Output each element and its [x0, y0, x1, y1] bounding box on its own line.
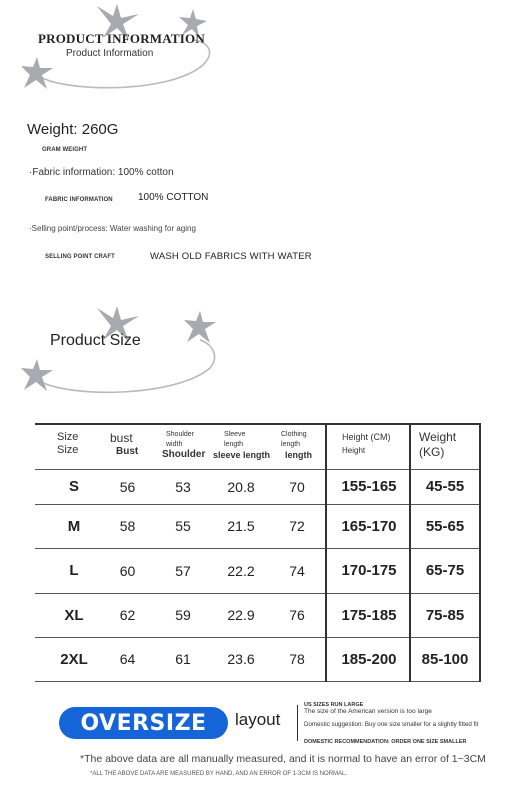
fit-note-us-sizes: US SIZES RUN LARGE: [304, 702, 364, 708]
table-cell-length: 72: [289, 518, 305, 534]
table-cell-weight: 75-85: [425, 607, 465, 624]
fabric-value: 100% COTTON: [138, 192, 209, 203]
product-size-title: Product Size: [50, 332, 141, 349]
header-sleeve-mid: length: [224, 441, 244, 448]
oversize-badge-text: OVERSIZE: [80, 710, 207, 736]
header-shoulder-sublabel: Shoulder: [162, 449, 206, 460]
layout-word: layout: [235, 710, 281, 729]
header-shoulder: [162, 430, 208, 460]
table-cell-length: 70: [289, 479, 305, 495]
table-divider: [479, 423, 481, 682]
measurement-note: *The above data are all manually measured, and it is normal to have an error of 1~3CM: [80, 753, 486, 765]
header-clothing-sublabel: length: [285, 450, 312, 460]
header-clothing-length: [281, 430, 321, 460]
table-cell-height: 175-185: [341, 607, 397, 624]
table-bottom-border: [35, 681, 481, 682]
table-cell-size: XL: [64, 607, 84, 624]
table-cell-bust: 60: [119, 563, 136, 579]
header-bust-label: bust: [110, 431, 133, 445]
table-top-border: [35, 423, 481, 425]
selling-point-line: ·Selling point/process: Water washing for aging: [29, 224, 196, 233]
table-cell-bust: 58: [119, 518, 136, 534]
header-bust-sublabel: Bust: [116, 446, 139, 457]
fabric-info-caption: FABRIC INFORMATION: [45, 197, 113, 203]
table-cell-sleeve: 22.2: [227, 563, 255, 579]
header-size: [57, 431, 87, 457]
header-sleeve: [213, 430, 275, 460]
table-cell-size: 2XL: [60, 651, 88, 668]
selling-point-value: WASH OLD FABRICS WITH WATER: [150, 251, 312, 262]
header-height-label: Height (CM): [342, 432, 391, 442]
header-sleeve-label: Sleeve: [224, 431, 246, 438]
measurement-note-caps: *ALL THE ABOVE DATA ARE MEASURED BY HAND, AND AN ERROR OF 1-3CM IS NORMAL.: [90, 771, 348, 777]
star-icon: [20, 358, 54, 392]
header-size-sublabel: Size: [57, 444, 79, 456]
table-cell-sleeve: 22.9: [227, 607, 255, 623]
fit-note-domestic: Domestic suggestion: Buy one size smaller for a slightly fitted fit: [304, 721, 479, 728]
table-cell-bust: 64: [119, 651, 136, 667]
header-shoulder-mid: width: [166, 441, 183, 448]
table-cell-size: L: [69, 562, 79, 579]
table-cell-shoulder: 57: [175, 563, 191, 579]
table-cell-length: 76: [289, 607, 305, 623]
table-cell-sleeve: 21.5: [227, 518, 255, 534]
header-weight-label: Weight: [419, 430, 457, 444]
table-cell-weight: 55-65: [425, 518, 465, 535]
table-divider: [325, 423, 327, 682]
header-height-sublabel: Height: [342, 446, 366, 455]
table-cell-sleeve: 20.8: [227, 479, 255, 495]
table-cell-bust: 56: [119, 479, 136, 495]
weight-text: Weight: 260G: [27, 121, 119, 138]
header-height: [342, 430, 404, 458]
header-sleeve-sublabel: sleeve length: [213, 450, 271, 460]
table-cell-size: S: [68, 478, 79, 495]
table-cell-height: 170-175: [341, 562, 397, 579]
header-bust: [110, 431, 150, 459]
header-size-label: Size: [57, 431, 79, 443]
fit-note-american: The size of the American version is too large: [304, 708, 432, 715]
table-cell-height: 165-170: [341, 518, 397, 535]
table-cell-weight: 65-75: [425, 562, 465, 579]
table-cell-bust: 62: [119, 607, 136, 623]
table-cell-shoulder: 59: [175, 607, 191, 623]
table-cell-shoulder: 55: [175, 518, 191, 534]
table-cell-length: 74: [289, 563, 305, 579]
header-clothing-label: Clothing: [281, 431, 307, 438]
product-information-title: PRODUCT INFORMATION: [38, 31, 205, 46]
table-cell-length: 78: [289, 651, 305, 667]
table-cell-shoulder: 61: [175, 651, 191, 667]
oversize-badge: [59, 707, 228, 739]
table-cell-weight: 45-55: [425, 478, 465, 495]
star-icon: [183, 310, 217, 344]
fit-note-divider: [297, 705, 298, 741]
table-cell-size: M: [67, 518, 81, 535]
product-information-subtitle: Product Information: [66, 48, 154, 59]
header-weight: [419, 430, 475, 460]
table-cell-height: 185-200: [341, 651, 397, 668]
fit-note-recommendation: DOMESTIC RECOMMENDATION: ORDER ONE SIZE SMALLER: [304, 739, 467, 745]
header-weight-sublabel: (KG): [419, 445, 445, 459]
table-cell-sleeve: 23.6: [227, 651, 255, 667]
table-cell-weight: 85-100: [421, 651, 469, 668]
table-cell-height: 155-165: [341, 478, 397, 495]
header-shoulder-label: Shoulder: [166, 431, 195, 438]
gram-weight-caption: GRAM WEIGHT: [42, 147, 88, 153]
table-cell-shoulder: 53: [175, 479, 191, 495]
header-clothing-mid: length: [281, 441, 301, 448]
selling-point-caption: SELLING POINT CRAFT: [45, 254, 115, 260]
star-icon: [20, 56, 54, 90]
fabric-info-line: ·Fabric information: 100% cotton: [29, 167, 174, 178]
